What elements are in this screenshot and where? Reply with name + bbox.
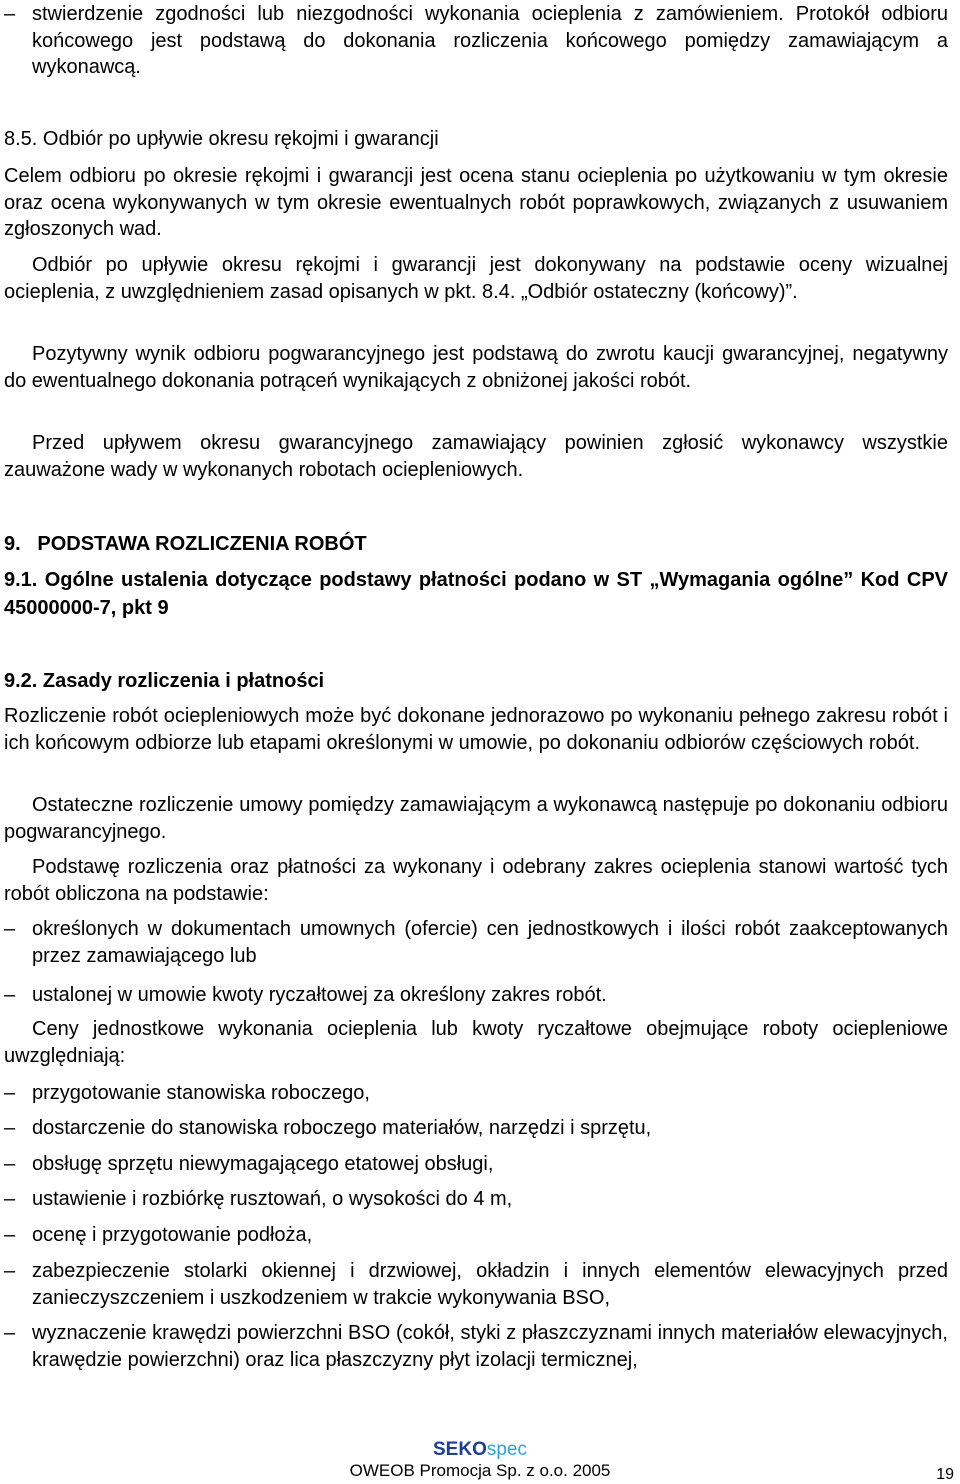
dash-bullet: – [4,1224,16,1246]
paragraph: Podstawę rozliczenia oraz płatności za wykonany i odebrany zakres ocieplenia stanowi wartość tych robót obliczona na podstawie: [4,856,948,905]
dash-bullet: – [4,3,16,25]
list-item-text: zabezpieczenie stolarki okiennej i drzwiowej, okładzin i innych elementów elewacyjnych przed zanieczyszczeniem i uszkodzeniem w trakcie wykonywania BSO, [32,1260,948,1309]
footer-publisher: OWEOB Promocja Sp. z o.o. 2005 [349,1461,611,1480]
dash-bullet: – [4,1322,16,1344]
list-item [4,1186,948,1213]
paragraph: Ceny jednostkowe wykonania ocieplenia lub kwoty ryczałtowe obejmujące roboty ociepleniowe uwzględniają: [4,1018,948,1067]
list-item [4,982,948,1009]
section-heading-9: 9. PODSTAWA ROZLICZENIA ROBÓT [4,533,367,555]
list-item-text: ustawienie i rozbiórkę rusztowań, o wysokości do 4 m, [32,1188,513,1210]
dash-bullet: – [4,918,16,940]
list-item [4,1080,948,1107]
paragraph: Ostateczne rozliczenie umowy pomiędzy zamawiającym a wykonawcą następuje po dokonaniu odbioru pogwarancyjnego. [4,794,948,843]
dash-bullet: – [4,1082,16,1104]
footer-logo [0,1440,960,1460]
list-item-text: określonych w dokumentach umownych (ofercie) cen jednostkowych i ilości robót zaakceptowanych przez zamawiającego lub [32,918,948,967]
paragraph: Celem odbioru po okresie rękojmi i gwarancji jest ocena stanu ocieplenia po użytkowaniu w tym okresie oraz ocena wykonywanych w tym okresie ewentualnych robót poprawkowych, związanych z usuwaniem zgłoszonych wad. [4,165,948,240]
paragraph: Pozytywny wynik odbioru pogwarancyjnego jest podstawą do zwrotu kaucji gwarancyjnej, negatywny do ewentualnego dokonania potrąceń wynikających z obniżonej jakości robót. [4,343,948,392]
page-number: 19 [936,1466,954,1483]
paragraph: Odbiór po upływie okresu rękojmi i gwarancji jest dokonywany na podstawie oceny wizualnej ocieplenia, z uwzględnieniem zasad opisanych w pkt. 8.4. „Odbiór ostateczny (końcowy)”. [4,254,948,303]
subsection-heading-9-2: 9.2. Zasady rozliczenia i płatności [4,670,325,692]
list-item-text: dostarczenie do stanowiska roboczego materiałów, narzędzi i sprzętu, [32,1117,652,1139]
dash-bullet: – [4,1260,16,1282]
section-heading-8-5: 8.5. Odbiór po upływie okresu rękojmi i gwarancji [4,128,439,150]
list-item [4,916,948,969]
list-item [4,1151,948,1178]
list-item-text: obsługę sprzętu niewymagającego etatowej obsługi, [32,1153,494,1175]
logo-text-seko: SEKO [433,1439,487,1460]
list-item [4,1115,948,1142]
list-item-text: ustalonej w umowie kwoty ryczałtowej za określony zakres robót. [32,984,607,1006]
paragraph: Przed upływem okresu gwarancyjnego zamawiający powinien zgłosić wykonawcy wszystkie zauważone wady w wykonanych robotach ociepleniowych. [4,432,948,481]
dash-bullet: – [4,1153,16,1175]
dash-bullet: – [4,984,16,1006]
list-item-continuation [4,1,948,81]
list-item-text: ocenę i przygotowanie podłoża, [32,1224,313,1246]
list-item-text: przygotowanie stanowiska roboczego, [32,1082,370,1104]
dash-bullet: – [4,1117,16,1139]
subsection-heading-9-1: 9.1. Ogólne ustalenia dotyczące podstawy płatności podano w ST „Wymagania ogólne” Kod CPV 45000000-7, pkt 9 [4,569,948,619]
list-item [4,1222,948,1249]
list-item [4,1320,948,1373]
list-item-text: wyznaczenie krawędzi powierzchni BSO (cokół, styki z płaszczyznami innych materiałów elewacyjnych, krawędzie powierzchni) oraz lica płaszczyzny płyt izolacji termicznej, [32,1322,948,1371]
list-item [4,1258,948,1311]
list-item-text: stwierdzenie zgodności lub niezgodności wykonania ocieplenia z zamówieniem. Protokół odbioru końcowego jest podstawą do dokonania rozliczenia końcowego pomiędzy zamawiającym a wykonawcą. [32,3,948,78]
dash-bullet: – [4,1188,16,1210]
logo-text-spec: spec [486,1439,527,1460]
paragraph: Rozliczenie robót ociepleniowych może być dokonane jednorazowo po wykonaniu pełnego zakresu robót i ich końcowym odbiorze lub etapami określonymi w umowie, po dokonaniu odbiorów częściowych robót. [4,705,948,754]
